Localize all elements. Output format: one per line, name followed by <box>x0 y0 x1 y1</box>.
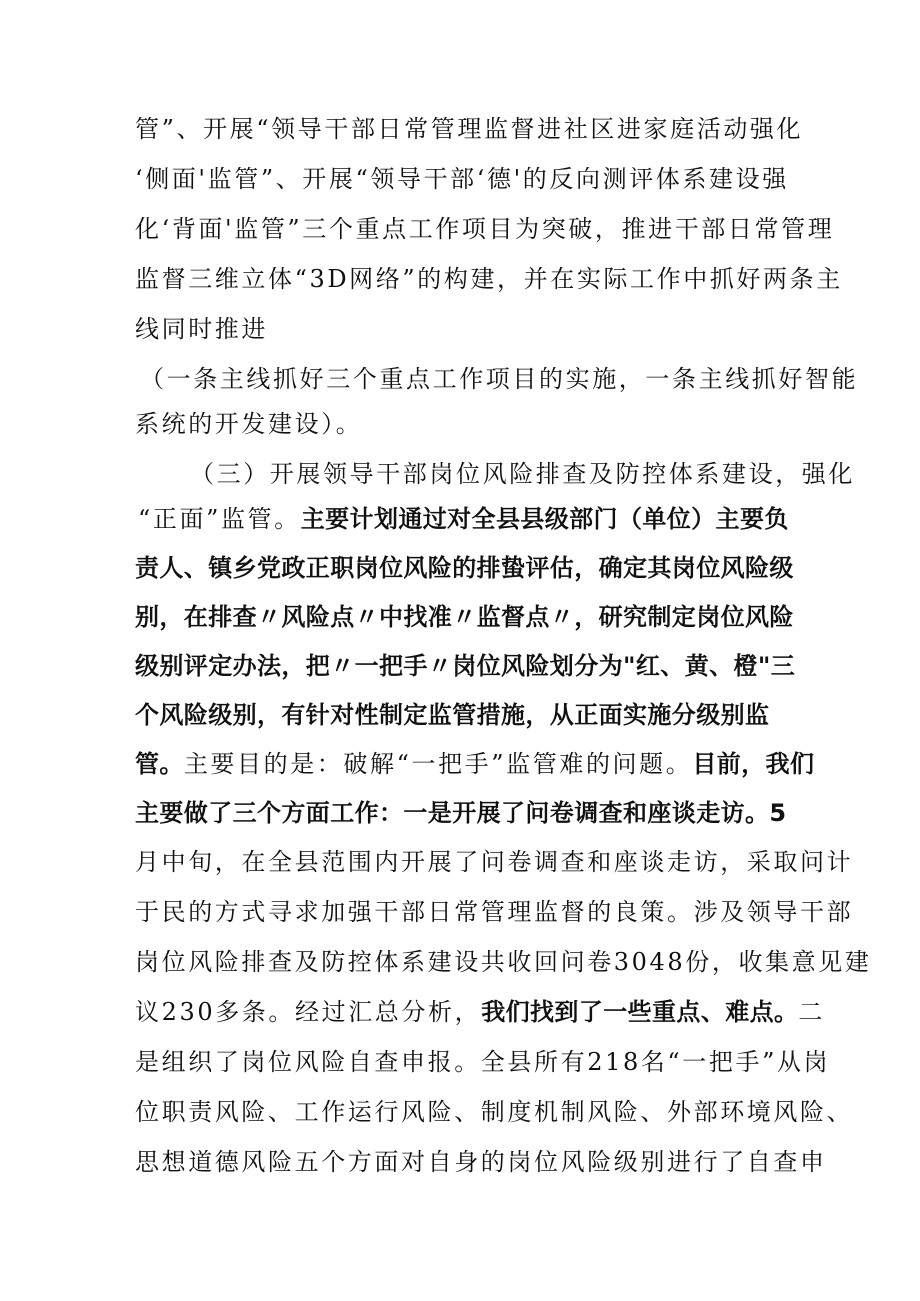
paragraph-3-line-4: 别，在排查〃风险点〃中找准〃监督点〃，研究制定岗位风险 <box>135 603 794 631</box>
plan-text-start: 主要计划通过对全县县级部门（单位）主要负 <box>300 505 789 533</box>
paragraph-3-line-6: 个风险级别，有针对性制定监管措施，从正面实施分级别监 <box>135 701 770 729</box>
paragraph-3-line-9: 月中旬，在全县范围内开展了问卷调查和座谈走访，采取问计 <box>135 848 854 876</box>
survey-summary: 议230多条。经过汇总分析， <box>135 998 482 1026</box>
paragraph-3-line-11: 岗位风险排查及防控体系建设共收回问卷3048份，收集意见建 <box>135 948 872 976</box>
paragraph-3-line-3: 责人、镇乡党政正职岗位风险的排蛰评估，确定其岗位风险级 <box>135 554 794 582</box>
paragraph-1-line-3: 化‘背面'监管”三个重点工作项目为突破，推进干部日常管理 <box>135 215 835 243</box>
paragraph-3-line-1: （三）开展领导干部岗位风险排查及防控体系建设，强化 <box>190 460 855 488</box>
main-goal-text: 主要目的是：破解“一把手”监管难的问题。 <box>183 750 693 778</box>
paragraph-3-line-5: 级别评定办法，把〃一把手〃岗位风险划分为"红、黄、橙"三 <box>135 652 796 680</box>
paragraph-3-line-13: 是组织了岗位风险自查申报。全县所有218名“一把手”从岗 <box>135 1048 831 1076</box>
paragraph-3-line-15: 思想道德风险五个方面对自身的岗位风险级别进行了自查申 <box>135 1148 827 1176</box>
section-heading-tail: “正面”监管。 <box>138 505 301 533</box>
paragraph-2-line-1: （一条主线抓好三个重点工作项目的实施，一条主线抓好智能 <box>140 365 859 393</box>
paragraph-3-line-2 <box>138 497 798 541</box>
paragraph-3-line-14: 位职责风险、工作运行风险、制度机制风险、外部环境风险、 <box>135 1098 854 1126</box>
key-points-found: 我们找到了一些重点、难点。 <box>481 998 799 1026</box>
paragraph-1-line-5: 线同时推进 <box>135 315 268 343</box>
second-item-start: 二 <box>798 998 826 1026</box>
paragraph-1-line-2: ‘侧面'监管”、开展“领导干部‘德'的反向测评体系建设强 <box>135 165 789 193</box>
paragraph-3-line-10: 于民的方式寻求加强干部日常管理监督的良策。涉及领导干部 <box>135 898 854 926</box>
paragraph-1-line-4: 监督三维立体“3D网络”的构建，并在实际工作中抓好两条主 <box>135 265 843 293</box>
paragraph-3-line-8: 主要做了三个方面工作：一是开展了问卷调查和座谈走访。5 <box>135 799 787 827</box>
current-work-start: 目前，我们 <box>692 750 815 778</box>
paragraph-3-line-12 <box>135 990 826 1034</box>
paragraph-3-line-7 <box>135 742 815 786</box>
paragraph-2-line-2: 系统的开发建设）。 <box>135 410 363 438</box>
plan-text-end: 管。 <box>135 750 184 778</box>
paragraph-1-line-1: 管”、开展“领导干部日常管理监督进社区进家庭活动强化 <box>135 115 804 143</box>
